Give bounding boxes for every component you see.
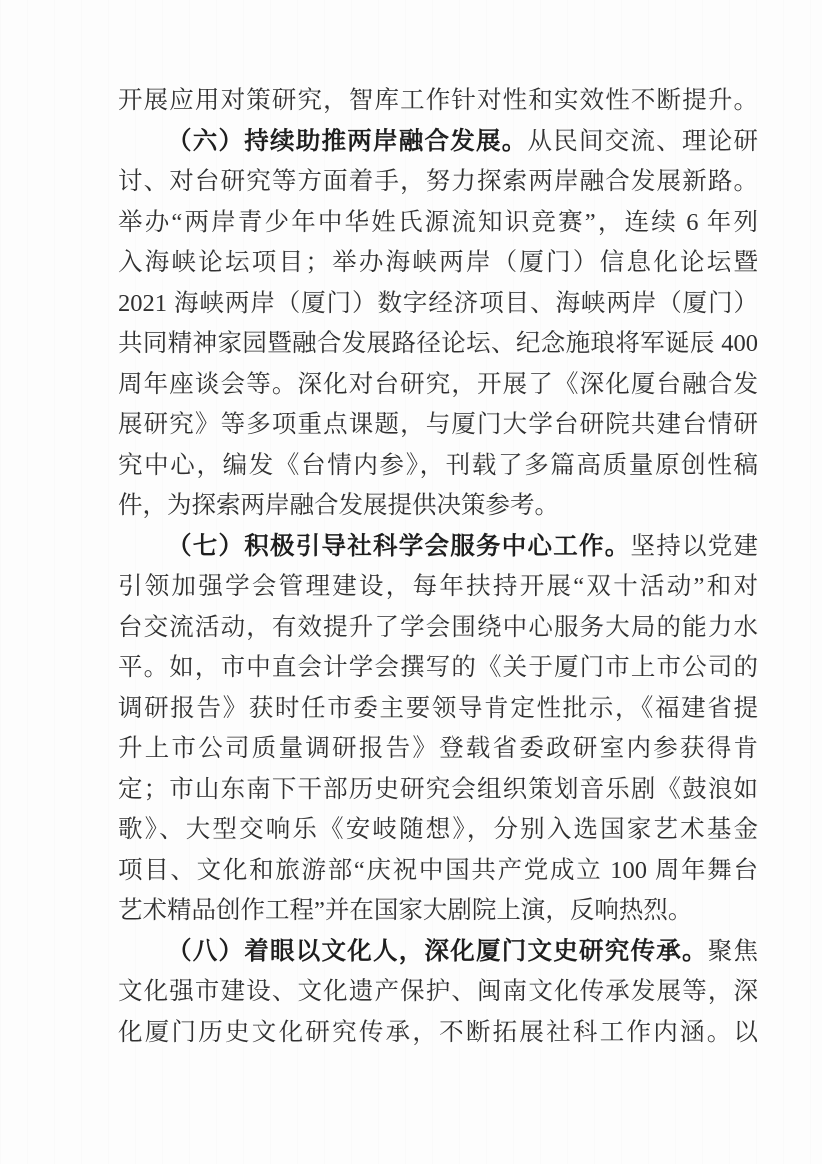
text-line bbox=[118, 851, 758, 892]
text-segment: 平。如，市中直会计学会撰写的《关于厦门市上市公司的 bbox=[118, 654, 758, 681]
text-segment: 入海峡论坛项目；举办海峡两岸（厦门）信息化论坛暨 bbox=[118, 249, 758, 276]
text-segment: 定；市山东南下干部历史研究会组织策划音乐剧《鼓浪如 bbox=[118, 775, 758, 803]
text-line bbox=[118, 932, 758, 973]
text-segment: 件，为探索两岸融合发展提供决策参考。 bbox=[118, 492, 559, 519]
text-line bbox=[118, 162, 758, 203]
text-segment: 文化强市建设、文化遗产保护、闽南文化传承发展等，深 bbox=[118, 978, 758, 1005]
text-segment: 讨、对台研究等方面着手，努力探索两岸融合发展新路。 bbox=[118, 168, 758, 195]
text-line bbox=[118, 81, 758, 122]
text-line bbox=[118, 405, 758, 446]
text-segment: 坚持以党建 bbox=[630, 532, 758, 560]
document-text bbox=[118, 81, 758, 1053]
text-segment: 共同精神家园暨融合发展路径论坛、纪念施琅将军诞辰 400 bbox=[118, 330, 758, 357]
text-line bbox=[118, 446, 758, 487]
text-line bbox=[118, 729, 758, 770]
text-segment: 从民间交流、理论研 bbox=[527, 127, 758, 155]
text-line bbox=[118, 608, 758, 649]
text-line bbox=[118, 365, 758, 406]
text-segment: 聚焦 bbox=[707, 937, 758, 965]
text-line bbox=[118, 243, 758, 284]
text-segment: 调研报告》获时任市委主要领导肯定性批示，《福建省提 bbox=[118, 694, 758, 722]
text-line bbox=[118, 891, 758, 932]
text-line bbox=[118, 770, 758, 811]
heading-segment: （六）持续助推两岸融合发展。 bbox=[167, 127, 528, 155]
text-segment: 引领加强学会管理建设，每年扶持开展“双十活动”和对 bbox=[118, 573, 758, 600]
text-line bbox=[118, 810, 758, 851]
text-line bbox=[118, 527, 758, 568]
text-segment: 开展应用对策研究，智库工作针对性和实效性不断提升。 bbox=[118, 87, 758, 114]
heading-segment: （七）积极引导社科学会服务中心工作。 bbox=[167, 532, 631, 560]
text-line bbox=[118, 567, 758, 608]
text-line bbox=[118, 972, 758, 1013]
text-line bbox=[118, 324, 758, 365]
text-segment: 歌》、大型交响乐《安岐随想》，分别入选国家艺术基金 bbox=[118, 816, 758, 843]
text-segment: 升上市公司质量调研报告》登载省委政研室内参获得肯 bbox=[118, 735, 758, 762]
text-segment: 项目、文化和旅游部“庆祝中国共产党成立 100 周年舞台 bbox=[118, 856, 758, 884]
text-segment: 展研究》等多项重点课题，与厦门大学台研院共建台情研 bbox=[118, 411, 758, 438]
text-segment: 化厦门历史文化研究传承，不断拓展社科工作内涵。以 bbox=[118, 1018, 758, 1046]
text-line bbox=[118, 1013, 758, 1054]
text-line bbox=[118, 203, 758, 244]
text-segment: 2021 海峡两岸（厦门）数字经济项目、海峡两岸（厦门） bbox=[118, 289, 758, 317]
heading-segment: （八）着眼以文化人，深化厦门文史研究传承。 bbox=[167, 937, 708, 965]
text-segment: 究中心，编发《台情内参》，刊载了多篇高质量原创性稿 bbox=[118, 451, 758, 479]
text-line bbox=[118, 648, 758, 689]
text-line bbox=[118, 284, 758, 325]
text-segment: 台交流活动，有效提升了学会围绕中心服务大局的能力水 bbox=[118, 613, 758, 641]
text-line bbox=[118, 122, 758, 163]
text-segment: 周年座谈会等。深化对台研究，开展了《深化厦台融合发 bbox=[118, 370, 758, 398]
text-segment: 举办“两岸青少年中华姓氏源流知识竞赛”，连续 6 年列 bbox=[118, 208, 758, 236]
text-line bbox=[118, 486, 758, 527]
text-segment: 艺术精品创作工程”并在国家大剧院上演，反响热烈。 bbox=[118, 897, 693, 924]
text-line bbox=[118, 689, 758, 730]
